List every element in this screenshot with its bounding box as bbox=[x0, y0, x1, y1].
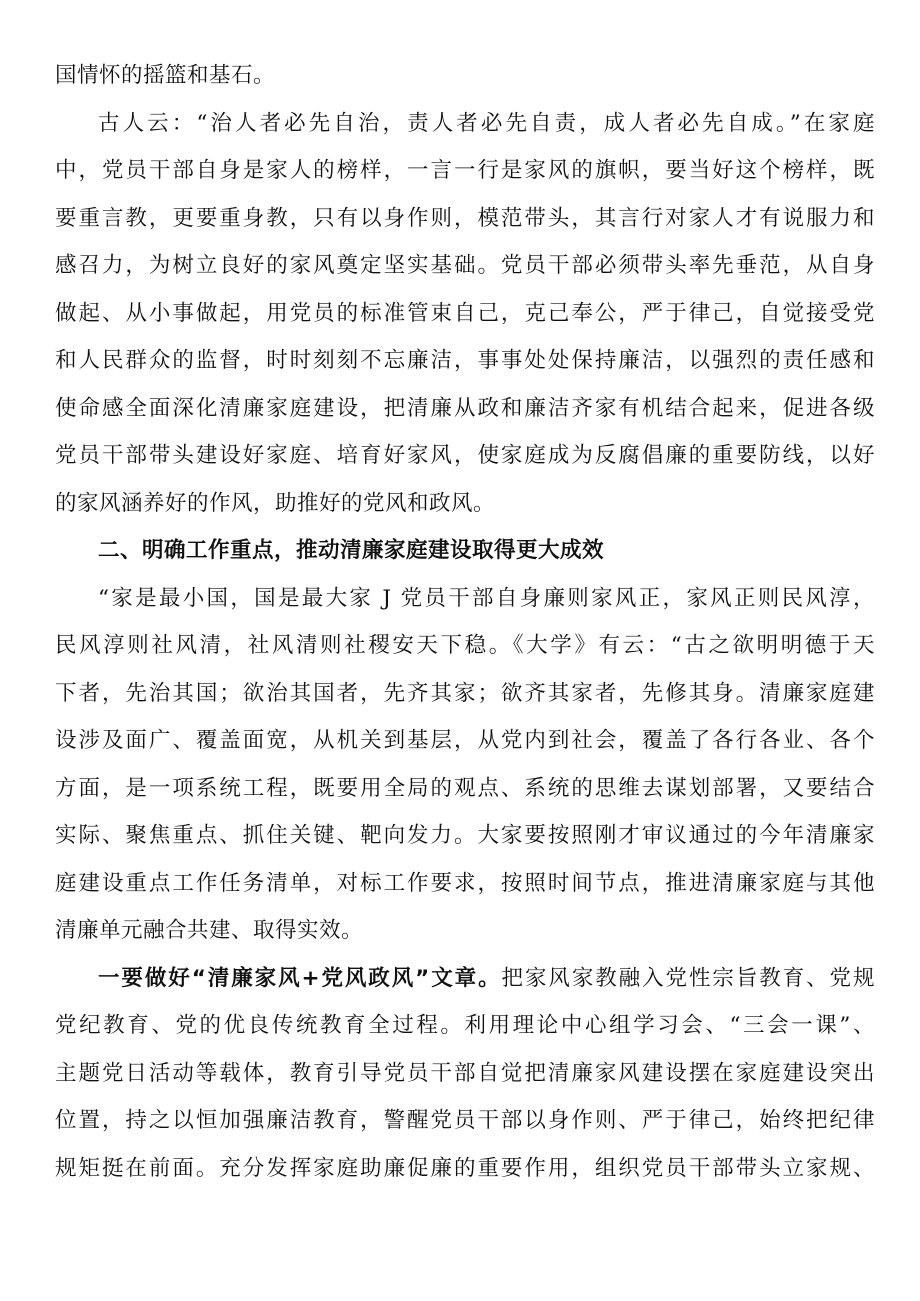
text-line: 要重言教，更要重身教，只有以身作则，模范带头，其言行对家人才有说服力和 bbox=[55, 205, 875, 231]
text-line: 位置，持之以恒加强廉洁教育，警醒党员干部以身作则、严于律己，始终把纪律 bbox=[55, 1108, 875, 1133]
text-line: 设涉及面广、覆盖面宽，从机关到基层，从党内到社会，覆盖了各行各业、各个 bbox=[55, 728, 875, 753]
text-line: “家是最小国，国是最大家 J 党员干部自身廉则家风正，家风正则民风淳， bbox=[98, 585, 875, 611]
text-line: 做起、从小事做起，用党员的标准管束自己，克己奉公，严于律己，自觉接受党 bbox=[55, 300, 875, 326]
lead-in-heading: 一要做好“清廉家风+党风政风”文章。 bbox=[98, 965, 502, 991]
text-line: 和人民群众的监督，时时刻刻不忘廉洁，事事处处保持廉洁，以强烈的责任感和 bbox=[55, 348, 875, 373]
paragraph-continuation bbox=[55, 52, 875, 100]
text-line: 规矩挺在前面。充分发挥家庭助廉促廉的重要作用，组织党员干部带头立家规、 bbox=[55, 1155, 875, 1181]
text-line: 庭建设重点工作任务清单，对标工作要求，按照时间节点，推进清廉家庭与其他 bbox=[55, 870, 875, 896]
text-line: 主题党日活动等载体，教育引导党员干部自觉把清廉家风建设摆在家庭建设突出 bbox=[55, 1060, 875, 1086]
text-line: 感召力，为树立良好的家风奠定坚实基础。党员干部必须带头率先垂范，从自身 bbox=[55, 253, 875, 278]
document-body bbox=[55, 52, 875, 1192]
paragraph-point-one bbox=[55, 955, 875, 1193]
paragraph-ancient-saying bbox=[55, 100, 875, 528]
text-line: 中，党员干部自身是家人的榜样，一言一行是家风的旗帜，要当好这个榜样，既 bbox=[55, 158, 875, 183]
text-line: 民风淳则社风清，社风清则社稷安天下稳。《大学》有云：“古之欲明明德于天 bbox=[55, 633, 875, 658]
text-line: 清廉单元融合共建、取得实效。 bbox=[55, 918, 364, 943]
text-line: 方面，是一项系统工程，既要用全局的观点、系统的思维去谋划部署，又要结合 bbox=[55, 775, 875, 801]
text-line-lead bbox=[55, 955, 875, 1003]
section-heading-text: 二、明确工作重点，推动清廉家庭建设取得更大成效 bbox=[98, 538, 605, 563]
text-line: 的家风涵养好的作风，助推好的党风和政风。 bbox=[55, 490, 496, 516]
text-line: 党员干部带头建设好家庭、培育好家风，使家庭成为反腐倡廉的重要防线，以好 bbox=[55, 443, 875, 468]
text-line: 实际、聚焦重点、抓住关键、靶向发力。大家要按照刚才审议通过的今年清廉家 bbox=[55, 823, 875, 848]
paragraph-family-nation bbox=[55, 575, 875, 955]
text-line: 党纪教育、党的优良传统教育全过程。利用理论中心组学习会、“三会一课”、 bbox=[55, 1013, 875, 1038]
lead-in-rest: 把家风家教融入党性宗旨教育、党规 bbox=[501, 965, 875, 991]
text-line: 下者，先治其国；欲治其国者，先齐其家；欲齐其家者，先修其身。清廉家庭建 bbox=[55, 680, 875, 706]
text-line: 使命感全面深化清廉家庭建设，把清廉从政和廉洁齐家有机结合起来，促进各级 bbox=[55, 395, 875, 421]
section-heading bbox=[55, 527, 875, 575]
text-line: 古人云：“治人者必先自治，责人者必先自责，成人者必先自成。”在家庭 bbox=[98, 110, 875, 136]
text-line: 国情怀的摇篮和基石。 bbox=[55, 63, 276, 88]
